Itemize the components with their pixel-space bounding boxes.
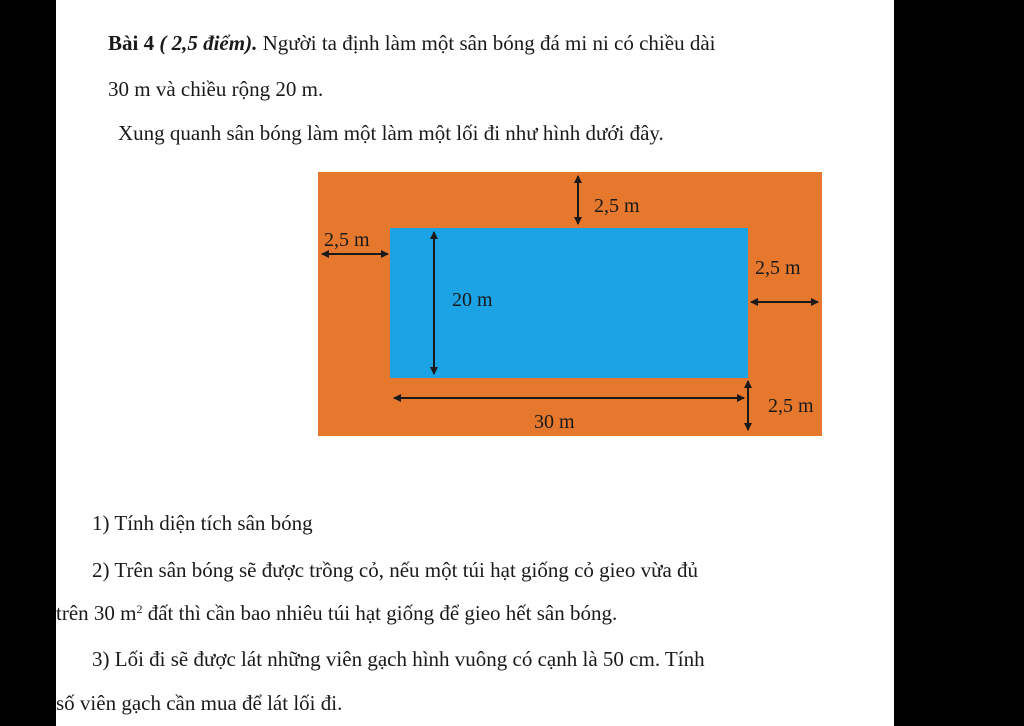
field-length-label: 30 m	[534, 411, 575, 433]
question-2-line-2	[56, 600, 617, 626]
bottom-width-label: 2,5 m	[768, 395, 814, 417]
top-width-label: 2,5 m	[594, 195, 640, 217]
problem-intro-line-2: 30 m và chiều rộng 20 m.	[108, 77, 324, 101]
football-field-diagram	[318, 172, 882, 436]
square-superscript: 2	[136, 602, 143, 616]
field-height-label: 20 m	[452, 289, 493, 311]
problem-heading-line	[108, 30, 715, 56]
problem-intro-line-3: Xung quanh sân bóng làm một làm một lối đi như hình dưới đây.	[118, 121, 664, 145]
question-1: 1) Tính diện tích sân bóng	[92, 511, 313, 535]
problem-points: ( 2,5 điểm).	[159, 31, 258, 55]
left-width-label: 2,5 m	[324, 229, 370, 251]
question-2-text-b: đất thì cần bao nhiêu túi hạt giống để gieo hết sân bóng.	[142, 601, 618, 625]
right-width-label: 2,5 m	[755, 257, 801, 279]
problem-intro-text: Người ta định làm một sân bóng đá mi ni có chiều dài	[262, 31, 716, 55]
question-3-line-2: số viên gạch cần mua để lát lối đi.	[56, 691, 343, 715]
football-field	[390, 228, 748, 378]
question-3-line-1: 3) Lối đi sẽ được lát những viên gạch hình vuông có cạnh là 50 cm. Tính	[92, 647, 705, 671]
question-2-text-a: trên 30 m	[56, 601, 137, 625]
question-2-line-1: 2) Trên sân bóng sẽ được trồng cỏ, nếu một túi hạt giống cỏ gieo vừa đủ	[92, 558, 699, 582]
document-page	[56, 0, 894, 726]
problem-number: Bài 4	[108, 31, 155, 55]
